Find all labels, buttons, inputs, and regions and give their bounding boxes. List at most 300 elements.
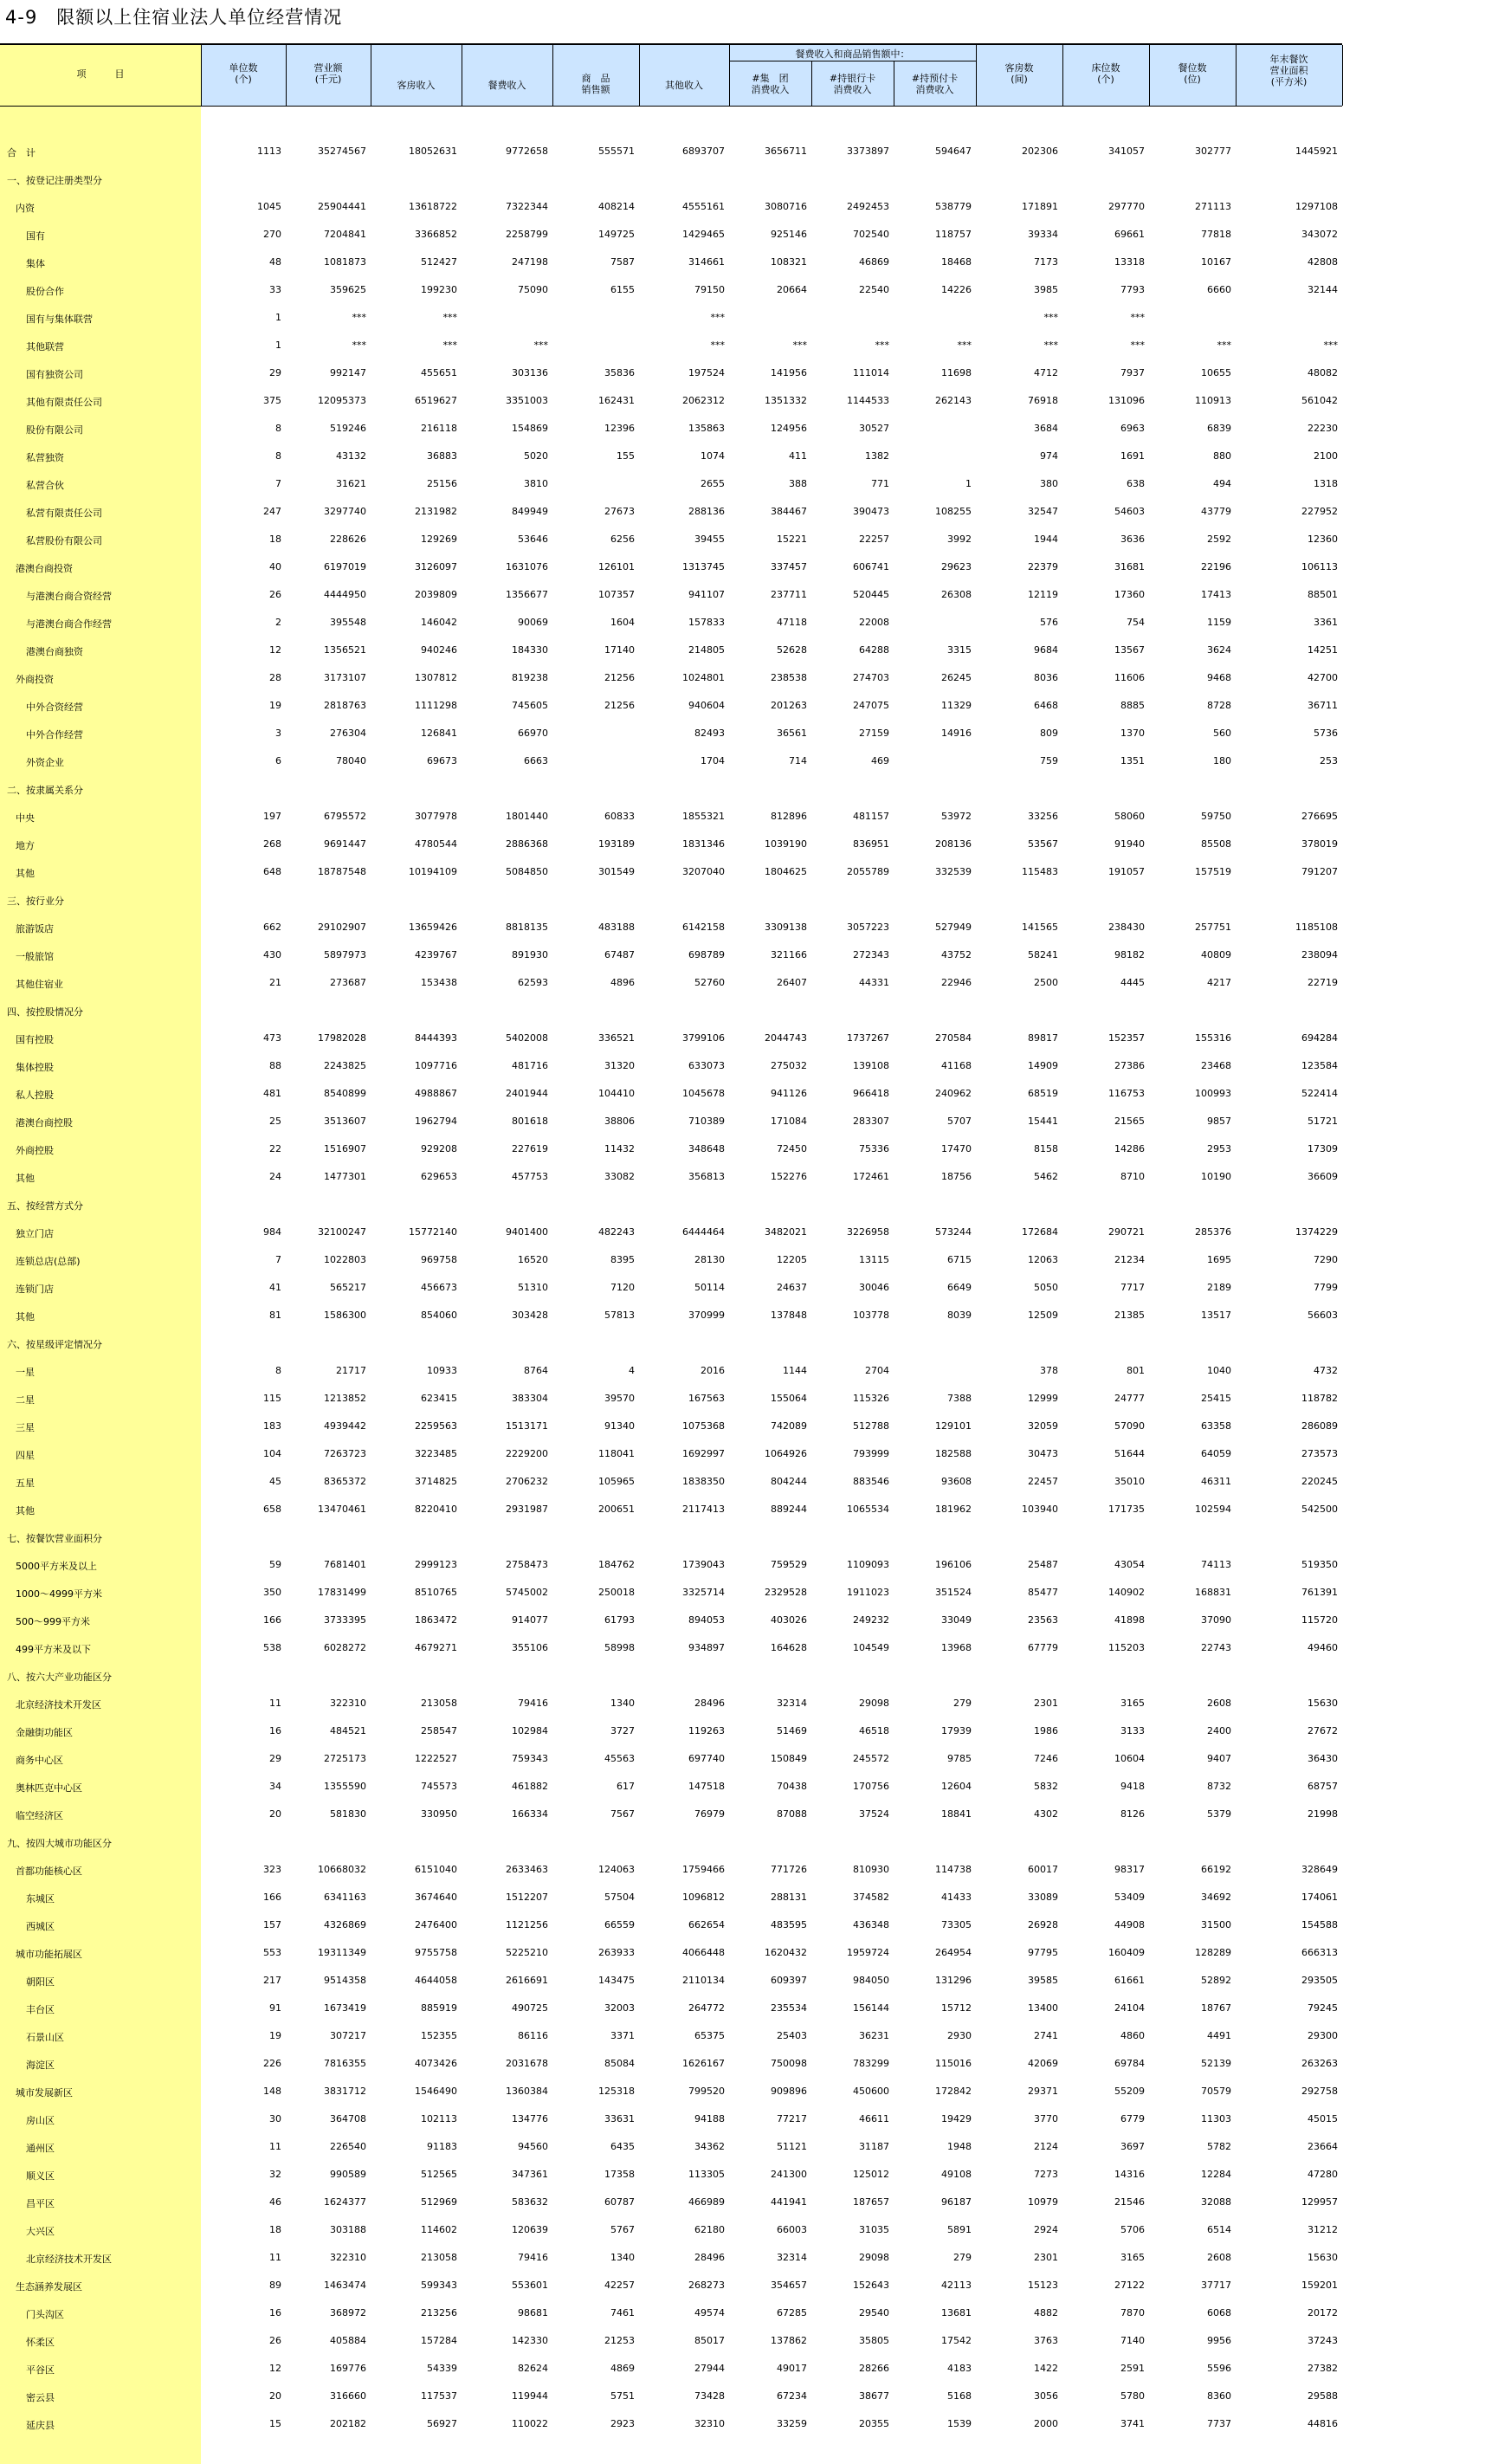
cell-area: 253 [1320,755,1338,766]
cell-units: 12 [269,2363,281,2374]
cell-area: 42808 [1308,256,1338,268]
header-divider [201,45,202,106]
table-row [0,2023,1342,2051]
cell-seats: 10190 [1201,1171,1231,1182]
cell-units: 3 [275,728,281,739]
cell-catering: 2031678 [506,2058,548,2069]
cell-units: 18 [269,534,281,545]
row-label: 商务中心区 [16,1755,63,1766]
cell-rooms: 60017 [1028,1864,1058,1875]
cell-catering: 1121256 [506,1919,548,1930]
cell-bank-card: 125012 [853,2169,889,2180]
cell-seats: 9857 [1207,1116,1231,1127]
cell-rooms: 2500 [1034,977,1058,988]
cell-room: 512565 [421,2169,457,2180]
cell-beds: 171735 [1108,1504,1145,1515]
cell-prepaid-card: 2930 [947,2030,972,2041]
cell-prepaid-card: 17939 [941,1725,972,1736]
cell-beds: 24777 [1114,1393,1145,1404]
cell-prepaid-card: 14226 [941,284,972,295]
cell-units: 1113 [257,146,281,157]
table-row [0,499,1342,527]
cell-prepaid-card: 6649 [947,1282,972,1293]
cell-seats: 34692 [1201,1892,1231,1903]
cell-area: 2100 [1314,450,1338,462]
cell-beds: 8710 [1120,1171,1145,1182]
cell-seats: 32088 [1201,2196,1231,2208]
cell-area: 23664 [1308,2141,1338,2152]
cell-catering: 481716 [512,1060,548,1071]
cell-bank-card: 187657 [853,2196,889,2208]
cell-goods: 60833 [604,811,635,822]
header-group-consume: #集 团 消费收入 [751,73,790,95]
table-row [0,2217,1342,2245]
cell-beds: 1351 [1120,755,1145,766]
row-label: 三星 [16,1422,35,1433]
table-row [0,1718,1342,1746]
cell-group-consume: *** [792,340,807,351]
table-row [0,582,1342,610]
table-row [0,1303,1342,1330]
cell-area: 118782 [1301,1393,1338,1404]
cell-seats: 8732 [1207,1781,1231,1792]
cell-area: 791207 [1301,866,1338,877]
cell-group-consume: 403026 [771,1614,807,1626]
cell-beds: 10604 [1114,1753,1145,1764]
cell-units: 984 [263,1226,281,1238]
cell-prepaid-card: 22946 [941,977,972,988]
cell-beds: 43054 [1114,1559,1145,1570]
cell-revenue: 31621 [336,478,366,489]
cell-other: 32310 [694,2418,725,2429]
table-row [0,1109,1342,1136]
cell-bank-card: 374582 [853,1892,889,1903]
table-row [0,2245,1342,2273]
cell-bank-card: 1144533 [847,395,889,406]
table-row [0,1358,1342,1386]
cell-prepaid-card: *** [957,340,972,351]
cell-other: 697740 [688,1753,725,1764]
cell-revenue: 4326869 [324,1919,366,1930]
cell-other: 1313745 [682,561,725,572]
cell-area: 36430 [1308,1753,1338,1764]
row-label: 1000～4999平方米 [16,1588,102,1600]
cell-rooms: 12509 [1028,1310,1058,1321]
cell-area: 174061 [1301,1892,1338,1903]
cell-other: 94188 [694,2113,725,2124]
cell-bank-card: 13115 [859,1254,889,1265]
cell-seats: 6068 [1207,2307,1231,2318]
cell-other: 113305 [688,2169,725,2180]
cell-catering: 745605 [512,700,548,711]
table-row [0,1885,1342,1912]
cell-room: 3126097 [415,561,457,572]
cell-other: 27944 [694,2363,725,2374]
cell-prepaid-card: 5707 [947,1116,972,1127]
cell-units: 166 [263,1614,281,1626]
cell-units: 34 [269,1781,281,1792]
cell-group-consume: 15221 [777,534,807,545]
cell-catering: 914077 [512,1614,548,1626]
cell-beds: 14316 [1114,2169,1145,2180]
cell-rooms: 53567 [1028,838,1058,850]
table-row [0,1995,1342,2023]
cell-area: 220245 [1301,1476,1338,1487]
cell-goods: 3371 [610,2030,635,2041]
table-row [0,1275,1342,1303]
cell-room: 54339 [427,2363,457,2374]
row-label: 地方 [16,840,35,851]
cell-revenue: 273687 [330,977,366,988]
cell-beds: 98317 [1114,1864,1145,1875]
cell-seats: 9468 [1207,672,1231,683]
cell-beds: 4860 [1120,2030,1145,2041]
cell-room: 213256 [421,2307,457,2318]
cell-other: 1831346 [682,838,725,850]
cell-catering: 1801440 [506,811,548,822]
cell-other: 28496 [694,2252,725,2263]
cell-bank-card: 481157 [853,811,889,822]
header-divider [1149,45,1150,106]
cell-revenue: 78040 [336,755,366,766]
cell-prepaid-card: 279 [953,2252,972,2263]
cell-prepaid-card: 29623 [941,561,972,572]
cell-bank-card: 46611 [859,2113,889,2124]
cell-catering: 227619 [512,1143,548,1154]
cell-beds: 3165 [1120,1698,1145,1709]
row-label: 密云县 [26,2392,55,2403]
cell-catering: 110022 [512,2418,548,2429]
cell-other: 940604 [688,700,725,711]
cell-catering: 347361 [512,2169,548,2180]
cell-group-consume: 3656711 [765,146,807,157]
cell-other: 73428 [694,2390,725,2402]
table-row [0,1607,1342,1635]
table-row [0,776,1342,804]
row-label: 金融街功能区 [16,1727,73,1738]
cell-group-consume: 32314 [777,1698,807,1709]
cell-rooms: 809 [1040,728,1058,739]
cell-units: 89 [269,2280,281,2291]
cell-group-consume: 51469 [777,1725,807,1736]
cell-area: 4732 [1314,1365,1338,1376]
table-row [0,1025,1342,1053]
row-label: 其他联营 [26,341,64,352]
cell-catering: 1356677 [506,589,548,600]
cell-revenue: 565217 [330,1282,366,1293]
cell-units: 18 [269,2224,281,2235]
cell-rooms: 103940 [1022,1504,1058,1515]
row-label: 私营股份有限公司 [26,535,102,546]
cell-other: 1855321 [682,811,725,822]
cell-goods: 21256 [604,700,635,711]
cell-catering: 583632 [512,2196,548,2208]
cell-beds: *** [1130,312,1145,323]
cell-beds: 35010 [1114,1476,1145,1487]
cell-beds: 13318 [1114,256,1145,268]
cell-goods: 126101 [598,561,635,572]
cell-other: 2655 [701,478,725,489]
cell-beds: 801 [1127,1365,1145,1376]
cell-units: 270 [263,229,281,240]
cell-revenue: 202182 [330,2418,366,2429]
cell-bank-card: 139108 [853,1060,889,1071]
cell-bank-card: 810930 [853,1864,889,1875]
cell-seats: 271113 [1195,201,1231,212]
cell-area: 159201 [1301,2280,1338,2291]
row-label: 奥林匹克中心区 [16,1782,82,1794]
cell-beds: 4445 [1120,977,1145,988]
cell-seats: 85508 [1201,838,1231,850]
row-label: 一、按登记注册类型分 [7,175,102,186]
cell-units: 59 [269,1559,281,1570]
cell-area: 88501 [1308,589,1338,600]
cell-bank-card: 29098 [859,2252,889,2263]
cell-seats: 5782 [1207,2141,1231,2152]
cell-seats: 285376 [1195,1226,1231,1238]
cell-rooms: 97795 [1028,1947,1058,1958]
cell-seats: 4217 [1207,977,1231,988]
cell-revenue: 8540899 [324,1088,366,1099]
cell-units: 350 [263,1587,281,1598]
cell-seats: 37717 [1201,2280,1231,2291]
cell-area: 694284 [1301,1032,1338,1044]
cell-units: 1045 [257,201,281,212]
cell-units: 21 [269,977,281,988]
cell-beds: 754 [1127,617,1145,628]
cell-other: 6142158 [682,922,725,933]
cell-other: 157833 [688,617,725,628]
cell-catering: 849949 [512,506,548,517]
cell-beds: 61661 [1114,1975,1145,1986]
table-row [0,388,1342,416]
cell-group-consume: 714 [789,755,807,766]
row-label: 延庆县 [26,2420,55,2431]
cell-other: 85017 [694,2335,725,2346]
header-divider [1062,45,1063,106]
cell-revenue: 7204841 [324,229,366,240]
cell-seats: 100993 [1195,1088,1231,1099]
cell-area: 45015 [1308,2113,1338,2124]
cell-prepaid-card: 11329 [941,700,972,711]
cell-beds: 5780 [1120,2390,1145,2402]
cell-bank-card: 22257 [859,534,889,545]
cell-area: 343072 [1301,229,1338,240]
cell-goods: 7120 [610,1282,635,1293]
cell-rooms: 3763 [1034,2335,1058,2346]
cell-group-consume: 3482021 [765,1226,807,1238]
cell-catering: 142330 [512,2335,548,2346]
cell-prepaid-card: 18841 [941,1808,972,1820]
cell-seats: 5596 [1207,2363,1231,2374]
cell-units: 81 [269,1310,281,1321]
cell-prepaid-card: 26245 [941,672,972,683]
cell-beds: 91940 [1114,838,1145,850]
cell-goods: 32003 [604,2002,635,2014]
cell-group-consume: 77217 [777,2113,807,2124]
cell-other: 4066448 [682,1947,725,1958]
cell-other: 62180 [694,2224,725,2235]
row-label: 二、按隶属关系分 [7,785,83,796]
cell-beds: 55209 [1114,2086,1145,2097]
row-label: 外商控股 [16,1145,54,1156]
cell-prepaid-card: 6715 [947,1254,972,1265]
row-label: 499平方米及以下 [16,1644,91,1655]
cell-revenue: 5897973 [324,949,366,960]
cell-beds: 14286 [1114,1143,1145,1154]
cell-area: 48082 [1308,367,1338,378]
cell-units: 553 [263,1947,281,1958]
cell-seats: 46311 [1201,1476,1231,1487]
cell-area: 29300 [1308,2030,1338,2041]
cell-rooms: 2000 [1034,2418,1058,2429]
cell-units: 22 [269,1143,281,1154]
cell-group-consume: 388 [789,478,807,489]
cell-beds: 116753 [1108,1088,1145,1099]
cell-seats: 6839 [1207,423,1231,434]
cell-rooms: 7246 [1034,1753,1058,1764]
cell-group-consume: 1620432 [765,1947,807,1958]
cell-rooms: 12063 [1028,1254,1058,1265]
table-row [0,1774,1342,1801]
table-row [0,166,1342,194]
row-label: 外资企业 [26,757,64,768]
cell-area: 22230 [1308,423,1338,434]
row-label: 集体 [26,258,45,269]
cell-group-consume: 171084 [771,1116,807,1127]
cell-seats: 4491 [1207,2030,1231,2041]
cell-seats: 63358 [1201,1420,1231,1432]
cell-prepaid-card: 115016 [935,2058,972,2069]
cell-room: 102113 [421,2113,457,2124]
cell-prepaid-card: 131296 [935,1975,972,1986]
cell-rooms: 22379 [1028,561,1058,572]
cell-bank-card: 966418 [853,1088,889,1099]
cell-units: 20 [269,2390,281,2402]
cell-beds: 54603 [1114,506,1145,517]
cell-prepaid-card: 41433 [941,1892,972,1903]
cell-revenue: 32100247 [318,1226,366,1238]
cell-group-consume: 67234 [777,2390,807,2402]
cell-units: 26 [269,2335,281,2346]
cell-bank-card: 103778 [853,1310,889,1321]
cell-other: 370999 [688,1310,725,1321]
cell-prepaid-card: 118757 [935,229,972,240]
cell-beds: 21234 [1114,1254,1145,1265]
cell-room: 1546490 [415,2086,457,2097]
cell-prepaid-card: 93608 [941,1476,972,1487]
cell-prepaid-card: 11698 [941,367,972,378]
cell-seats: 2608 [1207,2252,1231,2263]
cell-room: 3223485 [415,1448,457,1459]
cell-bank-card: 29098 [859,1698,889,1709]
table-row [0,693,1342,721]
cell-prepaid-card: 594647 [935,146,972,157]
table-row [0,360,1342,388]
row-label: 七、按餐饮营业面积分 [7,1533,102,1544]
cell-other: *** [710,312,725,323]
cell-beds: 41898 [1114,1614,1145,1626]
cell-prepaid-card: 7388 [947,1393,972,1404]
cell-beds: 5706 [1120,2224,1145,2235]
cell-goods: 17140 [604,644,635,656]
cell-area: 1318 [1314,478,1338,489]
cell-group-consume: 909896 [771,2086,807,2097]
cell-revenue: 1463474 [324,2280,366,2291]
cell-group-consume: 384467 [771,506,807,517]
cell-group-consume: 237711 [771,589,807,600]
cell-bank-card: 75336 [859,1143,889,1154]
cell-goods: 6155 [610,284,635,295]
cell-rooms: 8036 [1034,672,1058,683]
cell-beds: 58060 [1114,811,1145,822]
header-divider [976,45,977,106]
table-row [0,1691,1342,1718]
cell-seats: 25415 [1201,1393,1231,1404]
cell-prepaid-card: 96187 [941,2196,972,2208]
row-label: 连锁总店(总部) [16,1256,81,1267]
row-label: 港澳台商独资 [26,646,83,657]
cell-area: 5736 [1314,728,1338,739]
cell-catering: 2616691 [506,1975,548,1986]
row-label: 海淀区 [26,2060,55,2071]
cell-group-consume: 321166 [771,949,807,960]
cell-units: 45 [269,1476,281,1487]
cell-area: 47280 [1308,2169,1338,2180]
cell-rooms: 7173 [1034,256,1058,268]
cell-seats: 6514 [1207,2224,1231,2235]
cell-bank-card: 22008 [859,617,889,628]
cell-goods: 17358 [604,2169,635,2180]
cell-units: 538 [263,1642,281,1653]
cell-revenue: 7263723 [324,1448,366,1459]
cell-units: 19 [269,700,281,711]
cell-bank-card: 31035 [859,2224,889,2235]
cell-rooms: 33089 [1028,1892,1058,1903]
cell-bank-card: 606741 [853,561,889,572]
cell-other: 76979 [694,1808,725,1820]
cell-catering: 120639 [512,2224,548,2235]
cell-area: 32144 [1308,284,1338,295]
cell-units: 148 [263,2086,281,2097]
row-label: 平谷区 [26,2364,55,2376]
cell-catering: 53646 [518,534,548,545]
cell-area: 286089 [1301,1420,1338,1432]
cell-room: 969758 [421,1254,457,1265]
cell-goods: 143475 [598,1975,635,1986]
cell-group-consume: 441941 [771,2196,807,2208]
cell-area: 1297108 [1295,201,1338,212]
cell-beds: 3697 [1120,2141,1145,2152]
cell-units: 157 [263,1919,281,1930]
cell-room: 745573 [421,1781,457,1792]
row-label: 一星 [16,1367,35,1378]
cell-goods: 483188 [598,922,635,933]
cell-group-consume: 137848 [771,1310,807,1321]
header-item: 项 目 [76,68,125,80]
cell-units: 197 [263,811,281,822]
table-row [0,1164,1342,1192]
cell-prepaid-card: 129101 [935,1420,972,1432]
cell-bank-card: 2055789 [847,866,889,877]
cell-goods: 39570 [604,1393,635,1404]
row-label: 五星 [16,1478,35,1489]
cell-rooms: 576 [1040,617,1058,628]
cell-revenue: 7681401 [324,1559,366,1570]
cell-catering: 2229200 [506,1448,548,1459]
row-label: 股份有限公司 [26,424,83,436]
cell-rooms: 3770 [1034,2113,1058,2124]
